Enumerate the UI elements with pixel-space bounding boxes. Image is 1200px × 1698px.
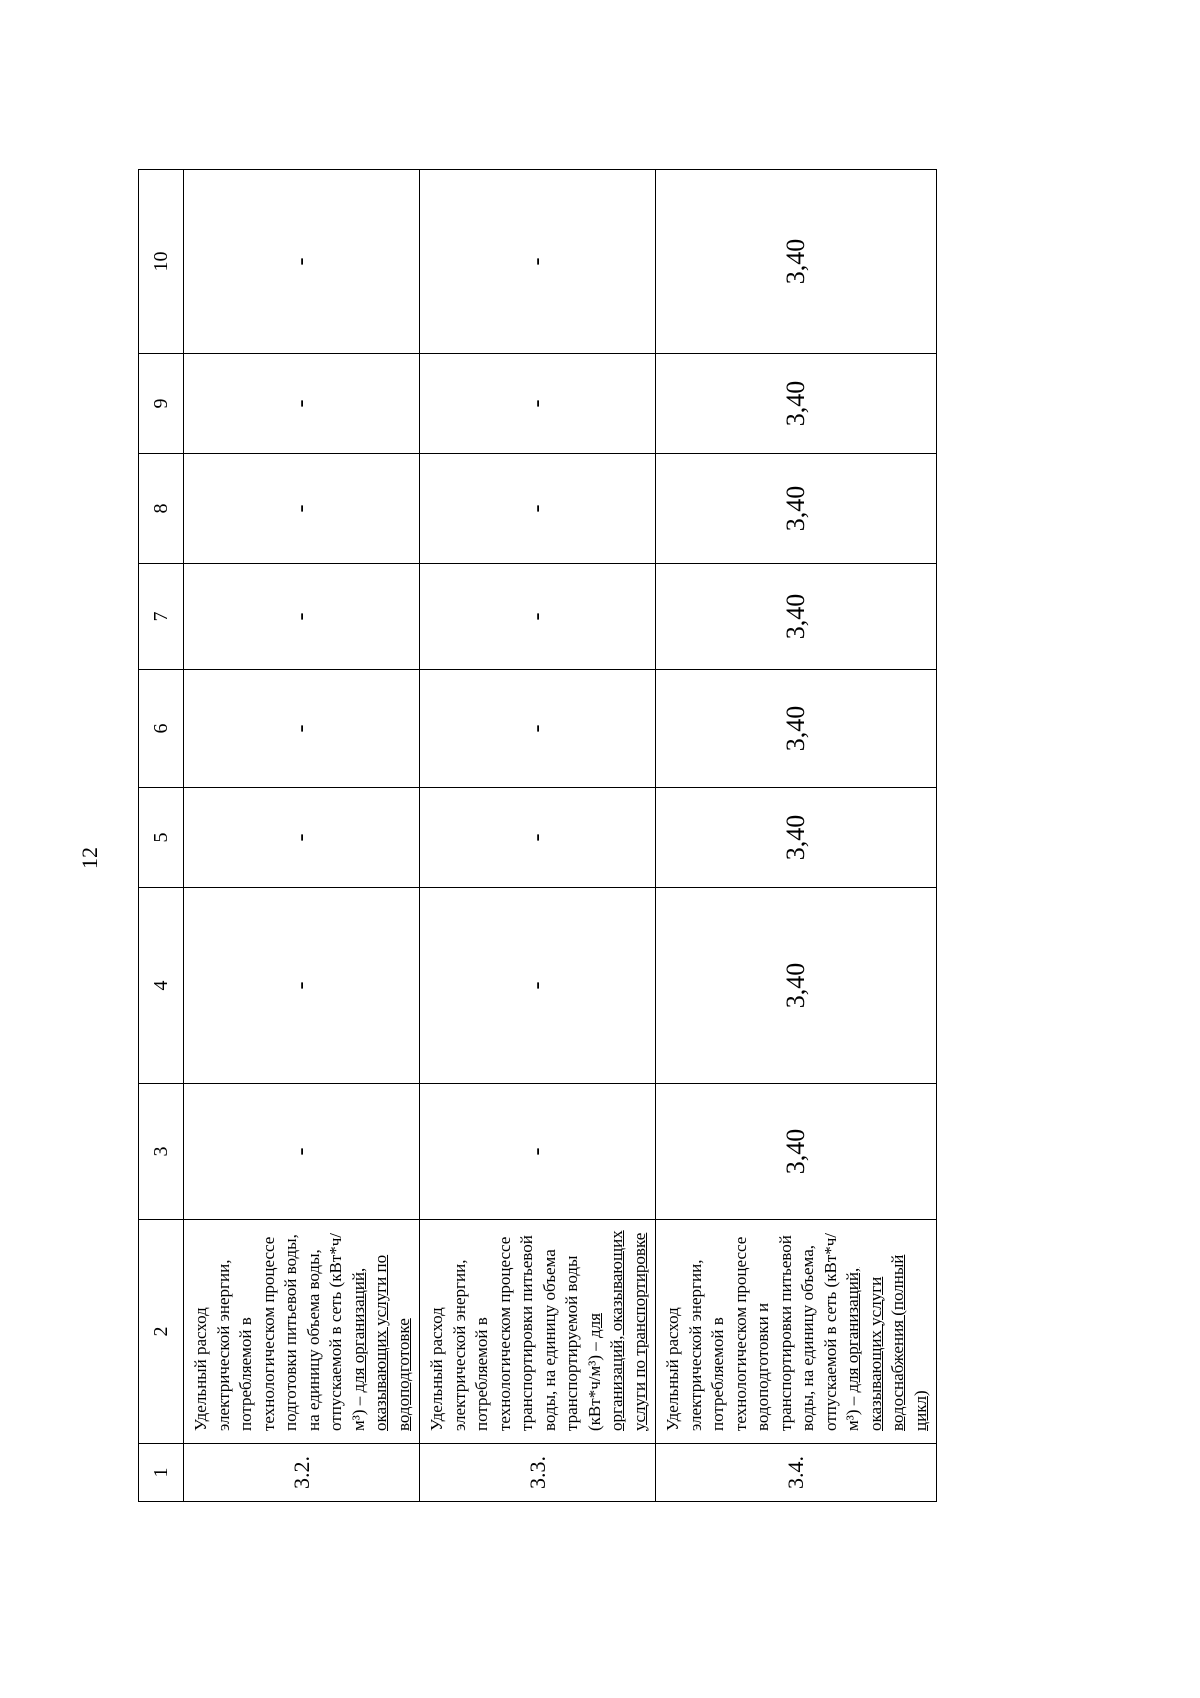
value-cell: 3,40 bbox=[656, 454, 937, 564]
column-header: 6 bbox=[139, 670, 184, 788]
value-cell: - bbox=[184, 170, 420, 354]
value-cell: - bbox=[420, 454, 656, 564]
value-cell: 3,40 bbox=[656, 564, 937, 670]
column-header: 5 bbox=[139, 788, 184, 888]
column-header: 4 bbox=[139, 888, 184, 1084]
value-cell: - bbox=[420, 564, 656, 670]
value-cell: - bbox=[420, 354, 656, 454]
value-cell: - bbox=[420, 788, 656, 888]
column-header: 8 bbox=[139, 454, 184, 564]
value-cell: - bbox=[420, 1084, 656, 1220]
row-number: 3.2. bbox=[184, 1444, 420, 1502]
value-cell: 3,40 bbox=[656, 670, 937, 788]
description-underlined: для организаций, оказывающих услуги по транспортировке bbox=[584, 1230, 649, 1431]
table-row bbox=[656, 170, 937, 1502]
value-cell: - bbox=[184, 670, 420, 788]
value-cell: - bbox=[184, 888, 420, 1084]
row-description bbox=[184, 1220, 420, 1444]
value-cell: - bbox=[184, 788, 420, 888]
value-cell: - bbox=[420, 888, 656, 1084]
value-cell: - bbox=[184, 1084, 420, 1220]
description-text: Удельный расход электрической энергии, потребляемой в технологическом процессе транспортировки питьевой воды, на единицу объема транспортируемой воды (кВт*ч/м³) – bbox=[427, 1235, 604, 1431]
description-text: Удельный расход электрической энергии, потребляемой в технологическом процессе водоподготовки и транспортировки питьевой воды, на единицу объема, отпускаемой в сеть (кВт*ч/м³) – bbox=[663, 1232, 862, 1431]
row-number: 3.3. bbox=[420, 1444, 656, 1502]
rotated-table-container bbox=[138, 170, 930, 1502]
value-cell: - bbox=[184, 564, 420, 670]
row-description bbox=[420, 1220, 656, 1444]
value-cell: 3,40 bbox=[656, 170, 937, 354]
description-underlined: для организаций, оказывающих услуги по водоподготовке bbox=[348, 1254, 413, 1431]
value-cell: - bbox=[420, 170, 656, 354]
page-number: 12 bbox=[77, 847, 102, 869]
table-row bbox=[184, 170, 420, 1502]
indicators-table bbox=[138, 169, 937, 1502]
value-cell: 3,40 bbox=[656, 788, 937, 888]
table-row bbox=[420, 170, 656, 1502]
column-header: 1 bbox=[139, 1444, 184, 1502]
header-row bbox=[139, 170, 184, 1502]
value-cell: 3,40 bbox=[656, 1084, 937, 1220]
description-underlined: для организаций, оказывающих услуги водоснабжения (полный цикл) bbox=[843, 1254, 930, 1431]
column-header: 10 bbox=[139, 170, 184, 354]
value-cell: - bbox=[184, 454, 420, 564]
column-header: 2 bbox=[139, 1220, 184, 1444]
value-cell: - bbox=[184, 354, 420, 454]
value-cell: 3,40 bbox=[656, 888, 937, 1084]
row-description bbox=[656, 1220, 937, 1444]
column-header: 7 bbox=[139, 564, 184, 670]
value-cell: - bbox=[420, 670, 656, 788]
description-text: Удельный расход электрической энергии, потребляемой в технологическом процессе подготовки питьевой воды, на единицу объема воды, отпускаемой в сеть (кВт*ч/м³) – bbox=[191, 1232, 368, 1431]
column-header: 3 bbox=[139, 1084, 184, 1220]
value-cell: 3,40 bbox=[656, 354, 937, 454]
row-number: 3.4. bbox=[656, 1444, 937, 1502]
column-header: 9 bbox=[139, 354, 184, 454]
